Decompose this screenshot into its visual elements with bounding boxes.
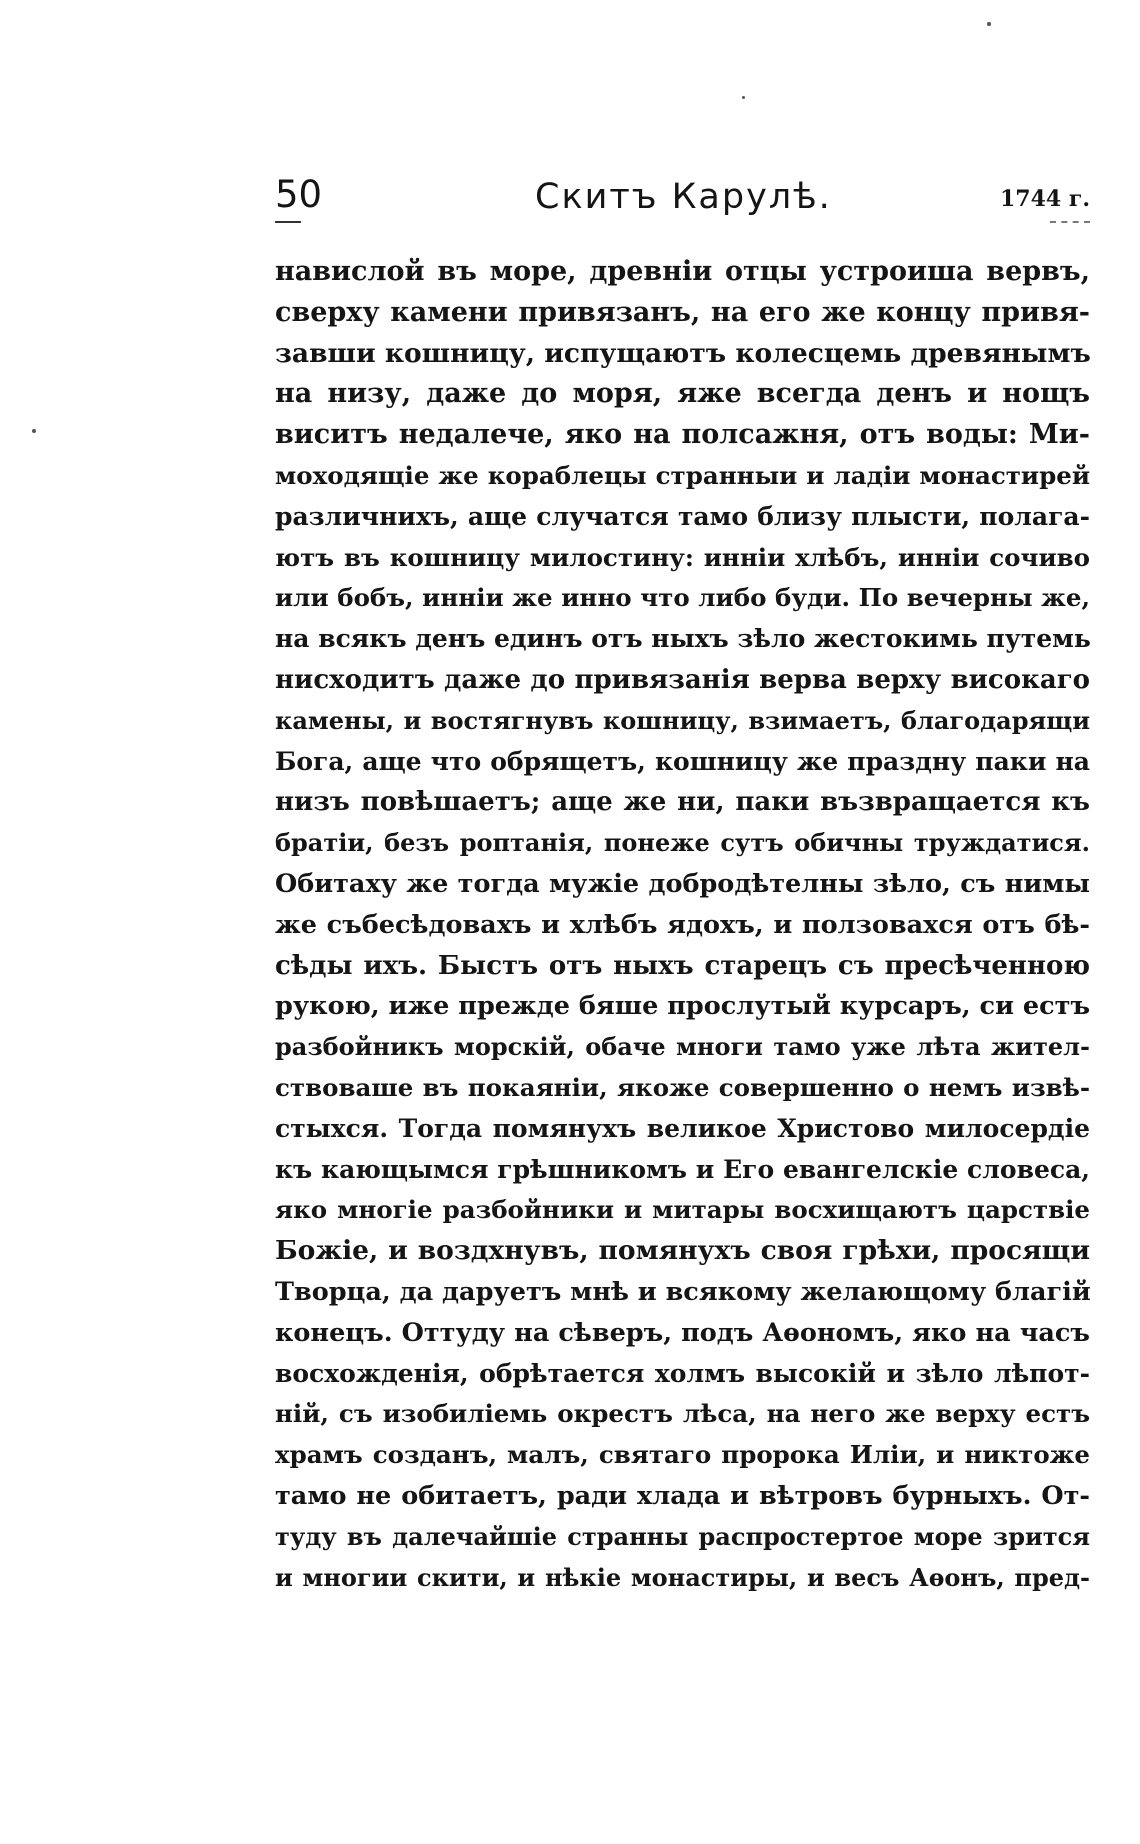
text-line: на всякъ денъ единъ отъ ныхъ зѣло жестокимь путемь (275, 624, 1091, 654)
scan-speck (742, 96, 745, 99)
text-line: сѣды ихъ. Быстъ отъ ныхъ старецъ съ пресѣченною (275, 950, 1090, 981)
header-rule (275, 221, 301, 223)
text-line: храмъ созданъ, малъ, святаго пророка Иліи, и никтоже (275, 1440, 1090, 1470)
scan-speck (987, 22, 991, 26)
text-line: разбойникъ морскій, обаче многи тамо уже лѣта жител- (275, 1032, 1090, 1062)
text-line: братіи, безъ роптанія, понеже сутъ обичны труждатися. (275, 828, 1090, 858)
text-line: ствоваше въ покаяніи, якоже совершенно о немъ извѣ- (275, 1072, 1090, 1102)
text-line: камены, и востягнувъ кошницу, взимаетъ, благодарящи (275, 705, 1090, 735)
text-line: нисходитъ даже до привязанія верва верху високаго (275, 664, 1090, 695)
text-line: къ кающымся грѣшникомъ и Его евангелскіе словеса, (275, 1154, 1090, 1184)
text-line: же събесѣдовахъ и хлѣбъ ядохъ, и ползовахся отъ бѣ- (275, 909, 1090, 940)
text-line: различнихъ, аще случатся тамо близу плысти, полага- (275, 501, 1090, 531)
text-line: Творца, да даруетъ мнѣ и всякому желающому благій (275, 1276, 1091, 1307)
text-line: низъ повѣшаетъ; аще же ни, паки възвращается къ (275, 787, 1090, 818)
text-line: и многии скити, и нѣкіе монастиры, и весъ Аѳонъ, пред- (275, 1562, 1090, 1592)
text-line: моходящіе же кораблецы странныи и ладіи монастирей (275, 460, 1090, 490)
text-line: яко многіе разбойники и митары восхищаютъ царствіе (275, 1195, 1090, 1225)
text-line: завши кошницу, испущаютъ колесцемь древянымъ (275, 337, 1091, 369)
header-rule (1050, 221, 1090, 225)
text-line: на низу, даже до моря, яже всегда денъ и нощъ (275, 378, 1090, 410)
text-line: Бога, аще что обрящетъ, кошницу же праздну паки на (275, 746, 1090, 776)
text-line: конецъ. Оттуду на сѣверъ, подъ Аѳономъ, яко на часъ (275, 1317, 1090, 1348)
text-line: тамо не обитаетъ, ради хлада и вѣтровъ бурныхъ. От- (275, 1480, 1090, 1511)
text-line: рукою, иже прежде бяше прослутый курсаръ, си естъ (275, 991, 1090, 1022)
text-line: Божіе, и воздхнувъ, помянухъ своя грѣхи, просящи (275, 1235, 1090, 1267)
year-marker: 1744 г. (999, 186, 1090, 212)
text-line: сверху камени привязанъ, на его же концу привя- (275, 296, 1090, 328)
running-title: Скитъ Карулѣ. (535, 177, 832, 217)
page-header (275, 174, 1090, 230)
text-line: виситъ недалече, яко на полсажня, отъ воды: Ми- (275, 419, 1090, 451)
body-text (275, 252, 1090, 1598)
text-line: ютъ въ кошницу милостину: инніи хлѣбъ, инніи сочиво (275, 542, 1090, 572)
text-line: навислой въ море, древніи отцы устроиша вервъ, (275, 256, 1090, 287)
text-line: восхожденія, обрѣтается холмъ высокій и зѣло лѣпот- (275, 1358, 1090, 1388)
page-number: 50 (275, 173, 323, 216)
scan-speck (32, 429, 36, 433)
text-line: стыхся. Тогда помянухъ великое Христово милосердіе (275, 1113, 1090, 1143)
text-line: или бобъ, инніи же инно что либо буди. По вечерны же, (275, 583, 1090, 613)
text-line: ній, съ изобиліемь окрестъ лѣса, на него же верху естъ (275, 1399, 1090, 1429)
text-line: туду въ далечайшіе странны распростертое море зрится (275, 1521, 1090, 1551)
text-line: Обитаху же тогда мужіе добродѣтелны зѣло, съ нимы (275, 868, 1090, 899)
